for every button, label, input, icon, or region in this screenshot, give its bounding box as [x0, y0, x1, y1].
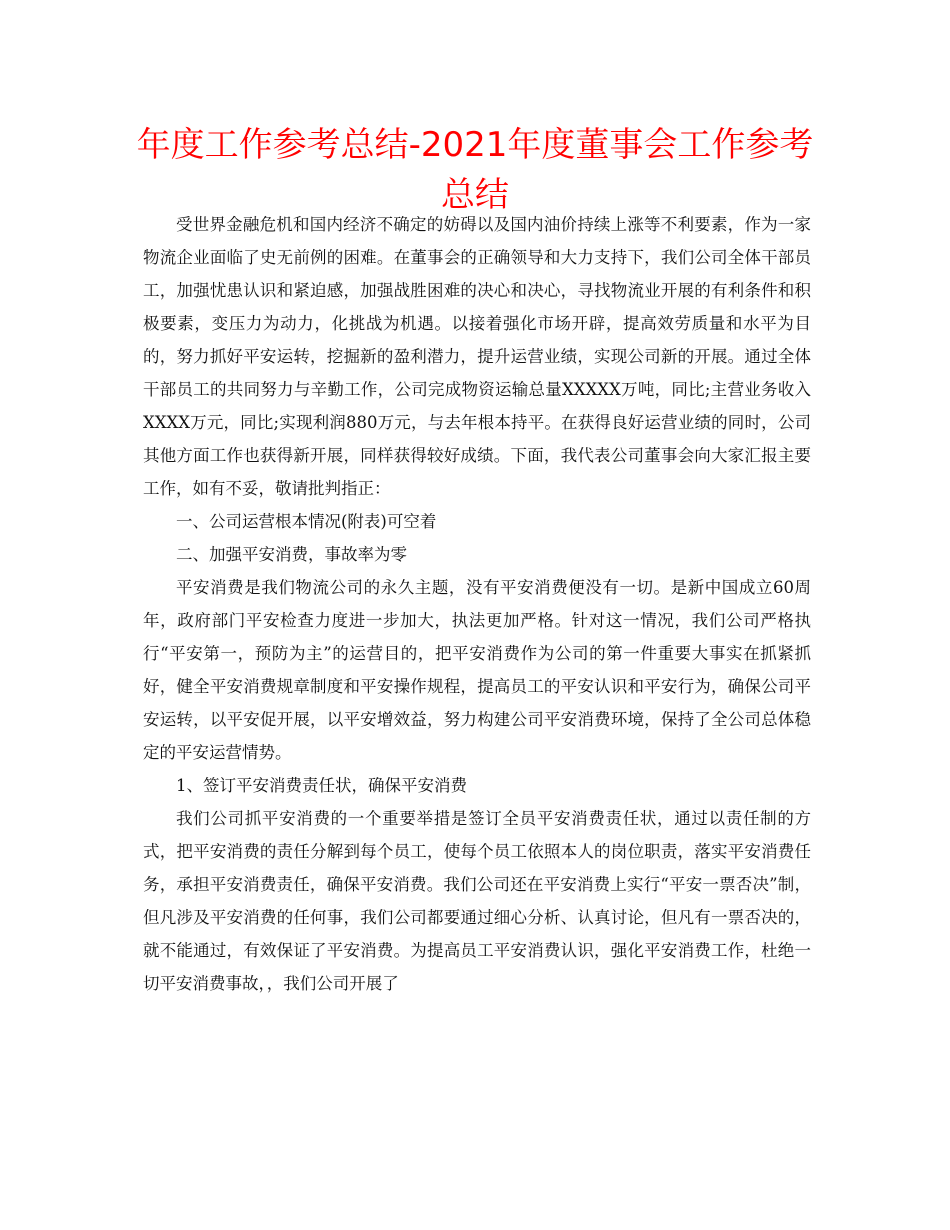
document-body	[143, 208, 811, 1000]
heading-section-2: 二、加强平安消费，事故率为零	[176, 545, 407, 564]
paragraph-intro: 受世界金融危机和国内经济不确定的妨碍以及国内油价持续上涨等不利要素，作为一家物流企业面临了史无前例的困难。在董事会的正确领导和大力支持下，我们公司全体干部员工，加强忧患认识和紧迫感，加强战胜困难的决心和决心，寻找物流业开展的有利条件和积极要素，变压力为动力，化挑战为机遇。以接着强化市场开辟，提高效劳质量和水平为目的，努力抓好平安运转，挖掘新的盈利潜力，提升运营业绩，实现公司新的开展。通过全体干部员工的共同努力与辛勤工作，公司完成物资运输总量XXXXX万吨，同比;主营业务收入XXXX万元，同比;实现利润880万元，与去年根本持平。在获得良好运营业绩的同时，公司其他方面工作也获得新开展，同样获得较好成绩。下面，我代表公司董事会向大家汇报主要工作，如有不妥，敬请批判指正：	[143, 215, 811, 498]
heading-section-1: 一、公司运营根本情况(附表)可空着	[176, 512, 437, 531]
paragraph-responsibility: 我们公司抓平安消费的一个重要举措是签订全员平安消费责任状，通过以责任制的方式，把平安消费的责任分解到每个员工，使每个员工依照本人的岗位职责，落实平安消费任务，承担平安消费责任，确保平安消费。我们公司还在平安消费上实行“平安一票否决”制，但凡涉及平安消费的任何事，我们公司都要通过细心分析、认真讨论，但凡有一票否决的，就不能通过，有效保证了平安消费。为提高员工平安消费认识，强化平安消费工作，杜绝一切平安消费事故，，我们公司开展了	[143, 809, 811, 993]
document-title: 年度工作参考总结-2021年度董事会工作参考总结	[136, 125, 814, 215]
heading-subsection-1: 1、签订平安消费责任状，确保平安消费	[176, 776, 467, 795]
paragraph-safety: 平安消费是我们物流公司的永久主题，没有平安消费便没有一切。是新中国成立60周年，政府部门平安检查力度进一步加大，执法更加严格。针对这一情况，我们公司严格执行“平安第一，预防为主”的运营目的，把平安消费作为公司的第一件重要大事实在抓紧抓好，健全平安消费规章制度和平安操作规程，提高员工的平安认识和平安行为，确保公司平安运转，以平安促开展，以平安增效益，努力构建公司平安消费环境，保持了全公司总体稳定的平安运营情势。	[143, 578, 811, 762]
